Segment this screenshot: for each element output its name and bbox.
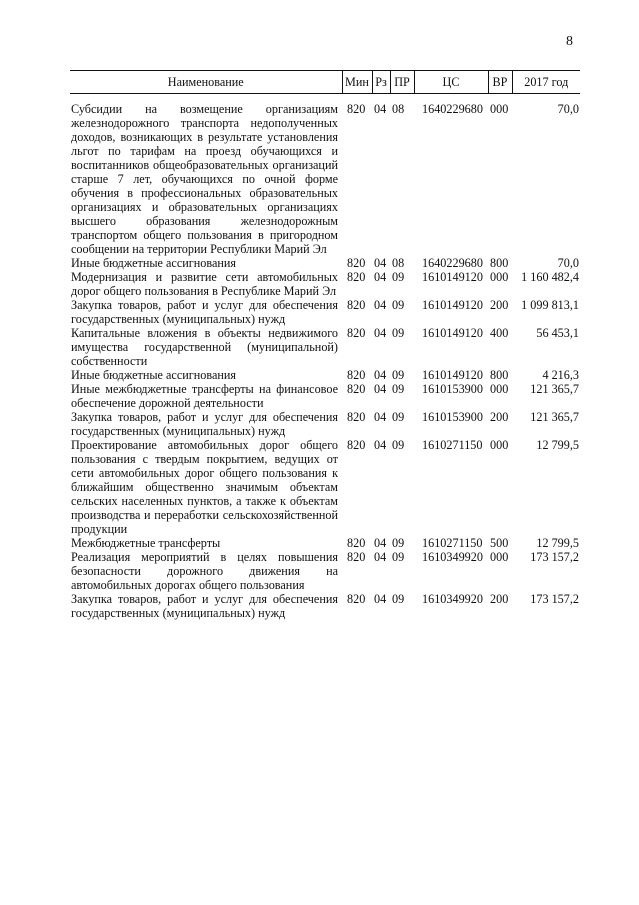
row-name: Модернизация и развитие сети автомобильных дорог общего пользования в Республике Марий Эл (71, 270, 338, 298)
row-cs: 1610271150 (422, 536, 483, 550)
row-min: 820 (347, 536, 366, 550)
row-cs: 1610153900 (422, 382, 483, 396)
row-min: 820 (347, 592, 366, 606)
table-row (70, 410, 580, 438)
row-vr: 800 (490, 368, 509, 382)
row-vr: 800 (490, 256, 509, 270)
row-vr: 000 (490, 438, 509, 452)
row-cs: 1610349920 (422, 592, 483, 606)
row-vr: 200 (490, 410, 509, 424)
table-row (70, 536, 580, 550)
row-vr: 000 (490, 550, 509, 564)
row-cs: 1610349920 (422, 550, 483, 564)
row-amount: 1 160 482,4 (521, 270, 579, 284)
table-row (70, 326, 580, 368)
row-cs: 1610149120 (422, 368, 483, 382)
header-cs: ЦС (414, 71, 488, 94)
row-amount: 4 216,3 (542, 368, 579, 382)
header-min: Мин (342, 71, 372, 94)
row-vr: 000 (490, 102, 509, 116)
table-row (70, 94, 580, 257)
budget-table (70, 70, 580, 620)
page-number: 8 (566, 34, 573, 49)
table-row (70, 256, 580, 270)
row-name: Иные межбюджетные трансферты на финансовое обеспечение дорожной деятельности (71, 382, 338, 410)
row-cs: 1610149120 (422, 326, 483, 340)
row-pr: 09 (392, 550, 405, 564)
row-pr: 09 (392, 410, 405, 424)
row-amount: 121 365,7 (530, 382, 579, 396)
row-vr: 400 (490, 326, 509, 340)
row-vr: 500 (490, 536, 509, 550)
row-amount: 173 157,2 (530, 592, 579, 606)
row-rz: 04 (374, 438, 387, 452)
row-cs: 1640229680 (422, 256, 483, 270)
row-name: Иные бюджетные ассигнования (71, 256, 237, 270)
row-min: 820 (347, 410, 366, 424)
row-amount: 12 799,5 (536, 438, 579, 452)
row-min: 820 (347, 550, 366, 564)
row-name: Межбюджетные трансферты (71, 536, 221, 550)
table-row (70, 368, 580, 382)
row-vr: 200 (490, 592, 509, 606)
row-name: Закупка товаров, работ и услуг для обеспечения государственных (муниципальных) нужд (71, 298, 338, 326)
row-name: Реализация мероприятий в целях повышения безопасности дорожного движения на автомобильных дорогах общего пользования (71, 550, 338, 592)
row-cs: 1610153900 (422, 410, 483, 424)
row-rz: 04 (374, 382, 387, 396)
header-year: 2017 год (512, 71, 580, 94)
row-min: 820 (347, 256, 366, 270)
row-rz: 04 (374, 298, 387, 312)
row-cs: 1640229680 (422, 102, 483, 116)
row-pr: 09 (392, 270, 405, 284)
row-pr: 09 (392, 438, 405, 452)
row-name: Закупка товаров, работ и услуг для обеспечения государственных (муниципальных) нужд (71, 410, 338, 438)
row-cs: 1610271150 (422, 438, 483, 452)
row-rz: 04 (374, 326, 387, 340)
row-vr: 200 (490, 298, 509, 312)
row-vr: 000 (490, 382, 509, 396)
row-pr: 09 (392, 368, 405, 382)
header-name: Наименование (70, 71, 342, 94)
row-rz: 04 (374, 410, 387, 424)
row-pr: 09 (392, 536, 405, 550)
row-rz: 04 (374, 102, 387, 116)
row-rz: 04 (374, 256, 387, 270)
row-amount: 12 799,5 (536, 536, 579, 550)
row-vr: 000 (490, 270, 509, 284)
row-pr: 08 (392, 102, 405, 116)
row-rz: 04 (374, 550, 387, 564)
row-name: Иные бюджетные ассигнования (71, 368, 237, 382)
row-pr: 09 (392, 382, 405, 396)
row-min: 820 (347, 326, 366, 340)
row-cs: 1610149120 (422, 298, 483, 312)
header-rz: Рз (372, 71, 390, 94)
table-header-row (70, 71, 580, 94)
row-min: 820 (347, 438, 366, 452)
row-amount: 70,0 (557, 102, 579, 116)
row-rz: 04 (374, 368, 387, 382)
row-amount: 173 157,2 (530, 550, 579, 564)
table-row (70, 382, 580, 410)
row-pr: 09 (392, 326, 405, 340)
table-row (70, 550, 580, 592)
row-rz: 04 (374, 592, 387, 606)
row-pr: 09 (392, 592, 405, 606)
table-row (70, 298, 580, 326)
row-min: 820 (347, 102, 366, 116)
row-min: 820 (347, 382, 366, 396)
row-amount: 70,0 (557, 256, 579, 270)
header-pr: ПР (390, 71, 414, 94)
row-min: 820 (347, 270, 366, 284)
row-amount: 1 099 813,1 (521, 298, 579, 312)
header-vr: ВР (488, 71, 512, 94)
row-name: Капитальные вложения в объекты недвижимого имущества государственной (муниципальной) собственности (71, 326, 338, 368)
row-name: Субсидии на возмещение организациям железнодорожного транспорта недополученных доходов, возникающих в результате установления льгот по тарифам на проезд обучающихся и воспитанников общеобразовательных организаций старше 7 лет, обучающихся по очной форме обучения в профессиональных образовательных организациях и образовательных организациях высшего образования железнодорожным транспортом общего пользования в пригородном сообщении на территории Республики Марий Эл (71, 102, 338, 256)
row-rz: 04 (374, 270, 387, 284)
row-pr: 09 (392, 298, 405, 312)
table-row (70, 270, 580, 298)
row-name: Проектирование автомобильных дорог общего пользования с твердым покрытием, ведущих от сети автомобильных дорог общего пользования к ближайшим общественно значимым объектам сельских населенных пунктов, а также к объектам производства и переработки сельскохозяйственной продукции (71, 438, 338, 536)
row-amount: 121 365,7 (530, 410, 579, 424)
row-pr: 08 (392, 256, 405, 270)
row-cs: 1610149120 (422, 270, 483, 284)
row-amount: 56 453,1 (536, 326, 579, 340)
table-row (70, 438, 580, 536)
row-rz: 04 (374, 536, 387, 550)
row-name: Закупка товаров, работ и услуг для обеспечения государственных (муниципальных) нужд (71, 592, 338, 620)
table-row (70, 592, 580, 620)
row-min: 820 (347, 368, 366, 382)
row-min: 820 (347, 298, 366, 312)
